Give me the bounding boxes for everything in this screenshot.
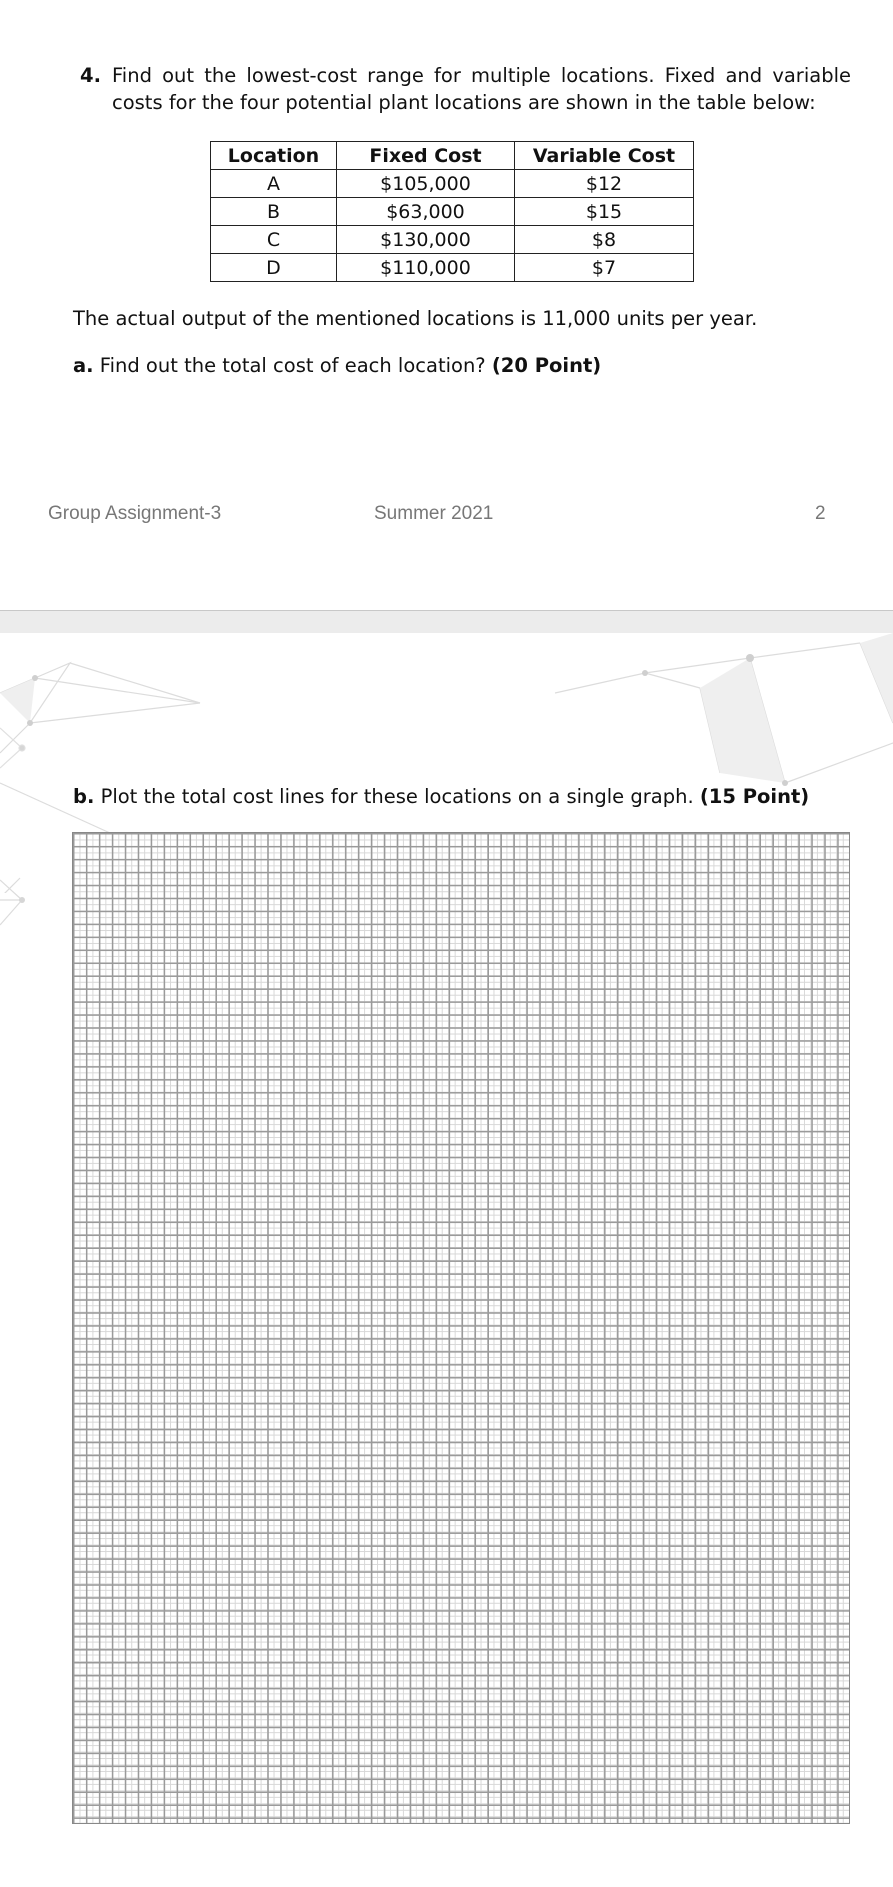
cell-variable-cost: $12 (515, 170, 694, 198)
question-number: 4. (80, 64, 101, 87)
graph-paper-grid (72, 832, 850, 1824)
footer-center: Summer 2021 (374, 503, 494, 524)
header-location: Location (211, 142, 337, 170)
part-b (73, 783, 809, 810)
question-text-line-2: costs for the four potential plant locations are shown in the table below: (112, 91, 816, 114)
part-a-label: a. (73, 354, 94, 377)
footer-left: Group Assignment-3 (48, 503, 222, 524)
page-1 (0, 0, 893, 610)
cell-fixed-cost: $110,000 (337, 254, 515, 282)
decorative-network-fragment (0, 860, 40, 1020)
cell-fixed-cost: $130,000 (337, 226, 515, 254)
table-header-row (211, 142, 694, 170)
footer-page-number: 2 (815, 503, 826, 524)
table-row (211, 170, 694, 198)
cell-location: A (211, 170, 337, 198)
cell-variable-cost: $8 (515, 226, 694, 254)
cell-variable-cost: $7 (515, 254, 694, 282)
question-text-line-1: Find out the lowest-cost range for multiple locations. Fixed and variable (112, 64, 851, 87)
cell-fixed-cost: $105,000 (337, 170, 515, 198)
cell-location: D (211, 254, 337, 282)
question-line-2 (80, 89, 851, 116)
cell-location: C (211, 226, 337, 254)
part-a (73, 352, 601, 379)
table-row (211, 254, 694, 282)
table-row (211, 226, 694, 254)
part-b-text: Plot the total cost lines for these locations on a single graph. (100, 785, 694, 808)
cost-table (210, 141, 694, 282)
output-statement: The actual output of the mentioned locations is 11,000 units per year. (73, 307, 758, 330)
part-a-text: Find out the total cost of each location? (99, 354, 486, 377)
header-variable-cost: Variable Cost (515, 142, 694, 170)
cell-location: B (211, 198, 337, 226)
part-b-label: b. (73, 785, 95, 808)
header-fixed-cost: Fixed Cost (337, 142, 515, 170)
question-line-1 (80, 62, 851, 89)
page-separator (0, 610, 893, 634)
cell-variable-cost: $15 (515, 198, 694, 226)
cell-fixed-cost: $63,000 (337, 198, 515, 226)
table-row (211, 198, 694, 226)
part-b-points: (15 Point) (699, 785, 810, 808)
part-a-points: (20 Point) (491, 354, 602, 377)
